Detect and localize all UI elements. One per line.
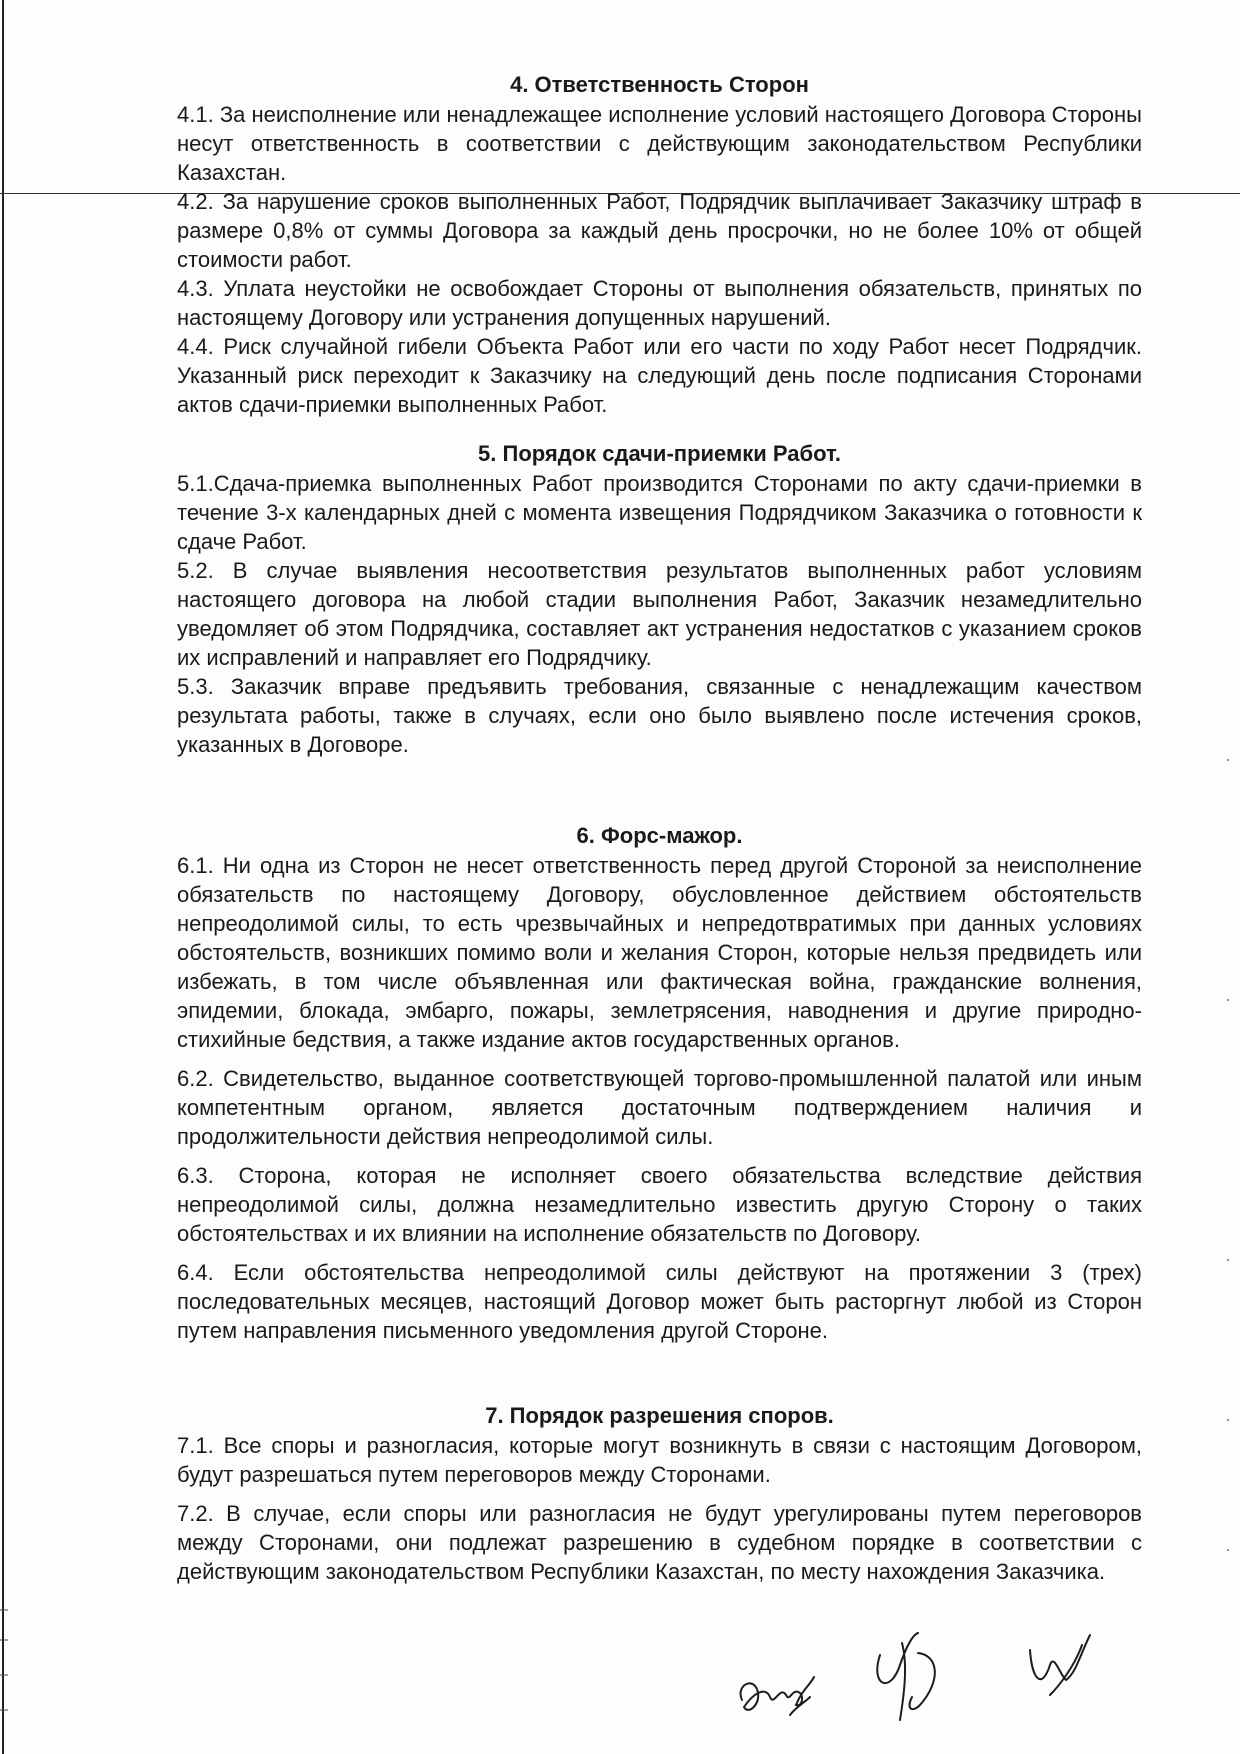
- clause-6-1: 6.1. Ни одна из Сторон не несет ответственность перед другой Стороной за неисполнение обязательств по настоящему Договору, обусловленное действием обстоятельств непреодолимой силы, то есть чрезвычайных и непредотвратимых при данных условиях обстоятельств, возникших помимо воли и желания Сторон, которые нельзя предвидеть или избежать, в том числе объявленная или фактическая война, гражданские волнения, эпидемии, блокада, эмбарго, пожары, землетрясения, наводнения и другие природно-стихийные бедствия, а также издание актов государственных органов.: [177, 853, 1142, 1052]
- clause-4-3: 4.3. Уплата неустойки не освобождает Стороны от выполнения обязательств, принятых по настоящему Договору или устранения допущенных нарушений.: [177, 276, 1142, 330]
- page-edge-specks: [1226, 700, 1230, 1600]
- section-title-7: 7. Порядок разрешения споров.: [485, 1403, 834, 1428]
- clause-6-3: 6.3. Сторона, которая не исполняет своего обязательства вследствие действия непреодолимой силы, должна незамедлительно известить другую Сторону о таких обстоятельствах и их влиянии на исполнение обязательств по Договору.: [177, 1163, 1142, 1246]
- section-title-4: 4. Ответственность Сторон: [510, 72, 809, 97]
- clause-5-2: 5.2. В случае выявления несоответствия результатов выполненных работ условиям настоящего договора на любой стадии выполнения Работ, Заказчик незамедлительно уведомляет об этом Подрядчика, составляет акт устранения недостатков с указанием сроков их исправлений и направляет его Подрядчику.: [177, 558, 1142, 670]
- clause-6-2: 6.2. Свидетельство, выданное соответствующей торгово-промышленной палатой или иным компетентным органом, является достаточным подтверждением наличия и продолжительности действия непреодолимой силы.: [177, 1066, 1142, 1149]
- clause-6-4: 6.4. Если обстоятельства непреодолимой силы действуют на протяжении 3 (трех) последовательных месяцев, настоящий Договор может быть расторгнут любой из Сторон путем направления письменного уведомления другой Стороне.: [177, 1260, 1142, 1343]
- signature-1: [730, 1655, 820, 1725]
- signature-3: [1020, 1625, 1100, 1705]
- document-body: [177, 70, 1142, 1586]
- signature-2: [860, 1625, 950, 1725]
- clause-5-1: 5.1.Сдача-приемка выполненных Работ производится Сторонами по акту сдачи-приемки в течение 3-х календарных дней с момента извещения Подрядчиком Заказчика о готовности к сдаче Работ.: [177, 471, 1142, 554]
- clause-4-4: 4.4. Риск случайной гибели Объекта Работ или его части по ходу Работ несет Подрядчик. Указанный риск переходит к Заказчику на следующий день после подписания Сторонами актов сдачи-приемки выполненных Работ.: [177, 334, 1142, 417]
- page-left-edge: [2, 0, 4, 1754]
- clause-7-1: 7.1. Все споры и разногласия, которые могут возникнуть в связи с настоящим Договором, будут разрешаться путем переговоров между Сторонами.: [177, 1433, 1142, 1487]
- section-title-6: 6. Форс-мажор.: [576, 823, 743, 848]
- clause-5-3: 5.3. Заказчик вправе предъявить требования, связанные с ненадлежащим качеством результата работы, также в случаях, если оно было выявлено после истечения сроков, указанных в Договоре.: [177, 674, 1142, 757]
- clause-4-2: 4.2. За нарушение сроков выполненных Работ, Подрядчик выплачивает Заказчику штраф в размере 0,8% от суммы Договора за каждый день просрочки, но не более 10% от общей стоимости работ.: [177, 189, 1142, 272]
- section-title-5: 5. Порядок сдачи-приемки Работ.: [478, 441, 841, 466]
- clause-7-2: 7.2. В случае, если споры или разногласия не будут урегулированы путем переговоров между Сторонами, они подлежат разрешению в судебном порядке в соответствии с действующим законодательством Республики Казахстан, по месту нахождения Заказчика.: [177, 1501, 1142, 1584]
- signatures-area: [720, 1625, 1120, 1735]
- page-edge-marks: [0, 1600, 8, 1740]
- clause-4-1: 4.1. За неисполнение или ненадлежащее исполнение условий настоящего Договора Стороны несут ответственность в соответствии с действующим законодательством Республики Казахстан.: [177, 102, 1142, 185]
